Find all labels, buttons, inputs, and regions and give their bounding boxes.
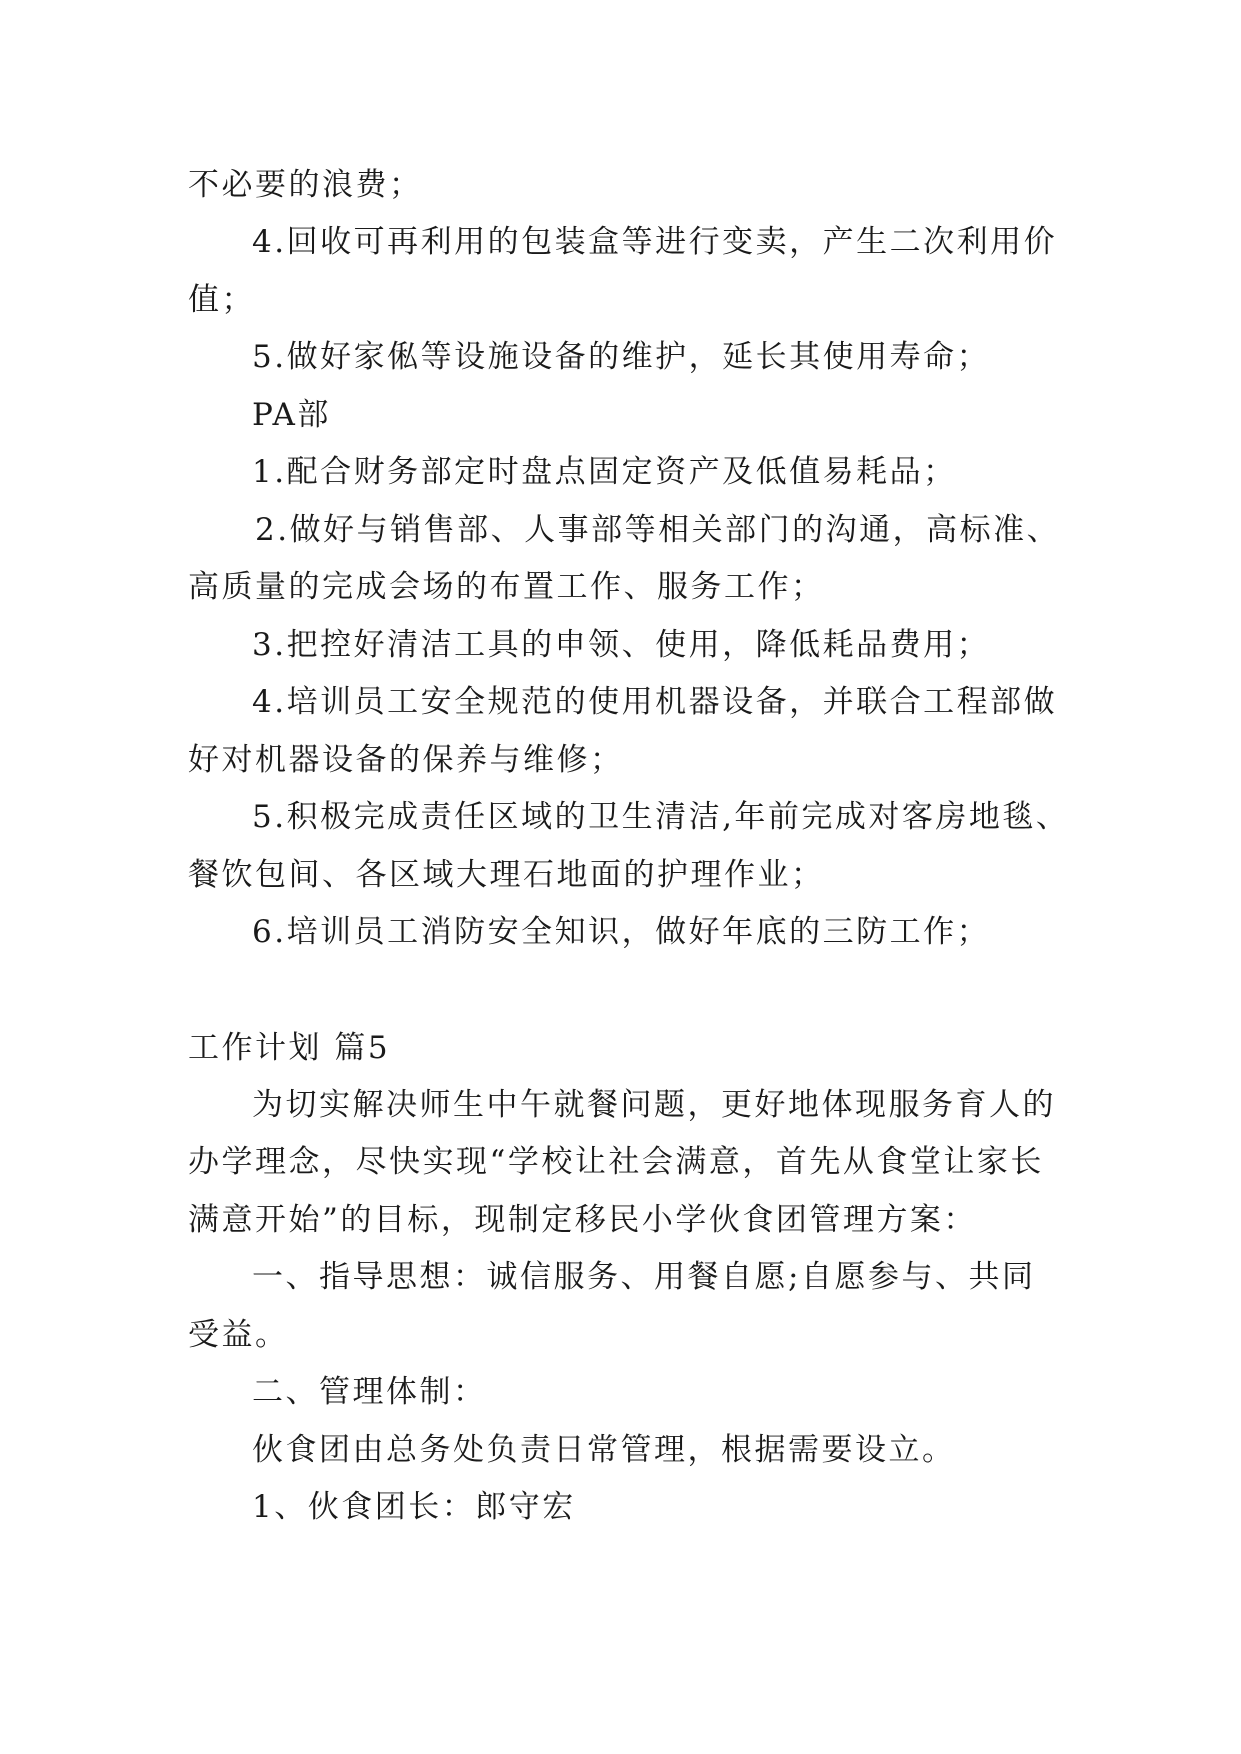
text-line: 值； — [188, 282, 255, 318]
text-line: 2.做好与销售部、人事部等相关部门的沟通，高标准、 — [255, 512, 1061, 548]
text-line: 6.培训员工消防安全知识，做好年底的三防工作； — [252, 914, 991, 950]
text-line: 不必要的浪费； — [188, 167, 423, 203]
section-heading-plan-5: 工作计划 篇5 — [188, 1030, 391, 1066]
text-line: 1.配合财务部定时盘点固定资产及低值易耗品； — [252, 454, 957, 490]
text-line: 受益。 — [188, 1317, 289, 1353]
section-heading-pa: PA部 — [252, 397, 331, 433]
text-line: 办学理念，尽快实现“学校让社会满意，首先从食堂让家长 — [188, 1144, 1044, 1180]
text-line: 二、管理体制： — [252, 1374, 487, 1410]
text-line: 5.做好家俬等设施设备的维护，延长其使用寿命； — [252, 339, 991, 375]
text-line: 一、指导思想：诚信服务、用餐自愿;自愿参与、共同 — [252, 1259, 1036, 1295]
text-line: 餐饮包间、各区域大理石地面的护理作业； — [188, 857, 825, 893]
text-line: 高质量的完成会场的布置工作、服务工作； — [188, 569, 825, 605]
text-line: 4.回收可再利用的包装盒等进行变卖，产生二次利用价 — [252, 224, 1058, 260]
text-line: 1、伙食团长：郎守宏 — [252, 1489, 576, 1525]
text-line: 4.培训员工安全规范的使用机器设备，并联合工程部做 — [252, 684, 1058, 720]
text-line: 伙食团由总务处负责日常管理，根据需要设立。 — [252, 1432, 956, 1468]
text-line: 满意开始”的目标，现制定移民小学伙食团管理方案： — [188, 1202, 977, 1238]
text-line: 好对机器设备的保养与维修； — [188, 742, 624, 778]
text-line: 5.积极完成责任区域的卫生清洁,年前完成对客房地毯、 — [252, 799, 1070, 835]
text-line: 3.把控好清洁工具的申领、使用，降低耗品费用； — [252, 627, 991, 663]
text-line: 为切实解决师生中午就餐问题，更好地体现服务育人的 — [252, 1087, 1056, 1123]
